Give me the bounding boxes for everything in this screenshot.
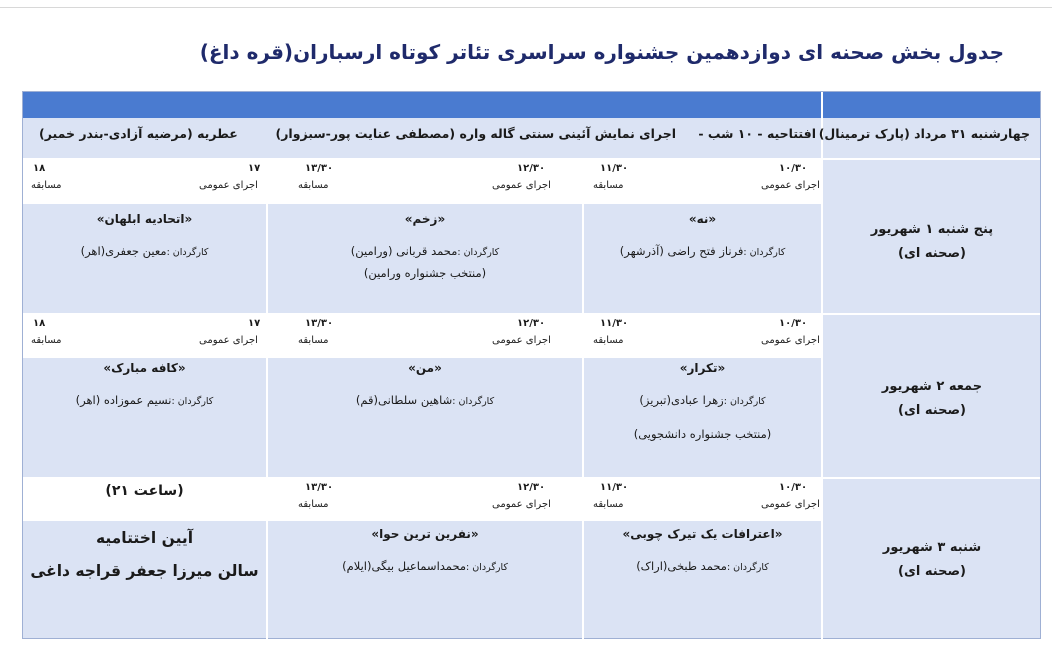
competition-label: مسابقه [593,499,624,510]
header-atriyeh: عطریه (مرضیه آزادی-بندر خمیر) [39,126,238,141]
play-cell [268,527,582,573]
director-name: نسیم عموزاده (اهر) [75,393,172,407]
header-band [23,92,1040,118]
public-label: اجرای عمومی [492,499,551,510]
director-label: کارگردان : [166,247,209,258]
public-label: اجرای عمومی [761,180,820,191]
director-label: کارگردان : [457,247,500,258]
time-label: ۱۸ [33,318,46,329]
play-title: «تکرار» [679,361,726,375]
closing-hour: (ساعت ۲۱) [105,483,184,499]
closing-venue: سالن میرزا جعفر قراجه داغی [30,562,259,580]
day-name: شنبه ۳ شهریور [882,540,982,555]
play-title: «نفرین ترین حوا» [371,527,479,541]
header-day: چهارشنبه ۳۱ مرداد (پارک ترمینال) [818,126,1030,141]
day-sub: (صحنه ای) [898,246,966,261]
director-label: کارگردان : [452,396,495,407]
schedule-table [22,91,1041,639]
page-title: جدول بخش صحنه ای دوازدهمین جشنواره سراسری تئاتر کوتاه ارسباران(قره داغ) [199,40,1004,64]
competition-label: مسابقه [298,499,329,510]
play-director [268,244,582,258]
director-name: محمداسماعیل بیگی(ایلام) [342,559,467,573]
play-title: «نه» [688,212,717,226]
director-label: کارگردان : [726,562,769,573]
director-label: کارگردان : [466,562,508,573]
time-strip [23,315,821,358]
day-sub: (صحنه ای) [898,564,966,579]
competition-label: مسابقه [593,335,624,346]
public-label: اجرای عمومی [492,335,551,346]
director-label: کارگردان : [723,396,766,407]
closing-ceremony: آیین اختتامیه [95,529,194,547]
day-sub: (صحنه ای) [898,403,966,418]
time-label: ۱۷ [248,163,261,174]
public-label: اجرای عمومی [761,499,820,510]
competition-label: مسابقه [298,335,329,346]
play-cell [584,212,821,258]
play-title: «کافه مبارک» [103,361,186,375]
play-director [584,559,821,573]
top-divider [0,7,1052,8]
play-director [584,244,821,258]
public-label: اجرای عمومی [199,335,258,346]
play-cell [268,212,582,280]
director-name: شاهین سلطانی(قم) [355,393,453,407]
time-label: ۱۰/۳۰ [779,318,808,329]
competition-label: مسابقه [593,180,624,191]
public-label: اجرای عمومی [761,335,820,346]
time-label: ۱۲/۳۰ [517,163,546,174]
director-name: فرناز فتح راضی (آذرشهر) [619,244,744,258]
play-title: «من» [408,361,442,375]
competition-label: مسابقه [31,180,62,191]
time-label: ۱۰/۳۰ [779,482,808,493]
play-director [23,393,266,407]
play-director [268,559,582,573]
competition-label: مسابقه [31,335,62,346]
time-label: ۱۲/۳۰ [517,318,546,329]
director-name: زهرا عبادی(تبریز) [639,393,724,407]
time-label: ۱۳/۳۰ [305,482,334,493]
day-name: پنج شنبه ۱ شهریور [870,222,994,237]
time-label: ۱۱/۳۰ [600,318,629,329]
day-label [834,536,1030,584]
time-label: ۱۲/۳۰ [517,482,546,493]
play-director [23,244,266,258]
play-director [268,393,582,407]
director-label: کارگردان : [743,247,786,258]
time-label: ۱۱/۳۰ [600,163,629,174]
public-label: اجرای عمومی [492,180,551,191]
day-name: جمعه ۲ شهریور [881,379,983,394]
time-strip [23,160,821,204]
play-cell [23,361,266,407]
director-name: معین جعفری(اهر) [80,244,167,258]
play-cell [23,212,266,258]
play-cell [584,361,821,441]
public-label: اجرای عمومی [199,180,258,191]
director-name: محمد طبخی(اراک) [636,559,727,573]
time-label: ۱۸ [33,163,46,174]
time-label: ۱۷ [248,318,261,329]
play-note: (منتخب جشنواره ورامین) [363,266,487,280]
col-divider [821,92,823,640]
play-cell [584,527,821,573]
time-label: ۱۰/۳۰ [779,163,808,174]
director-name: محمد قربانی (ورامین) [350,244,458,258]
play-title: «زخم» [404,212,446,226]
time-label: ۱۳/۳۰ [305,163,334,174]
time-label: ۱۳/۳۰ [305,318,334,329]
header-opening: افتتاحیه - ۱۰ شب - [698,126,816,141]
play-cell [268,361,582,407]
day-label [834,218,1030,266]
play-director [584,393,821,407]
header-ritual: اجرای نمایش آئینی سنتی گاله واره (مصطفی عنایت پور-سبزوار) [275,126,676,141]
play-title: «اتحادیه ابلهان» [96,212,193,226]
day-label [834,375,1030,423]
time-label: ۱۱/۳۰ [600,482,629,493]
director-label: کارگردان : [171,396,214,407]
play-title: «اعترافات یک تیرک چوبی» [622,527,783,541]
play-note: (منتخب جشنواره دانشجویی) [633,427,772,441]
competition-label: مسابقه [298,180,329,191]
